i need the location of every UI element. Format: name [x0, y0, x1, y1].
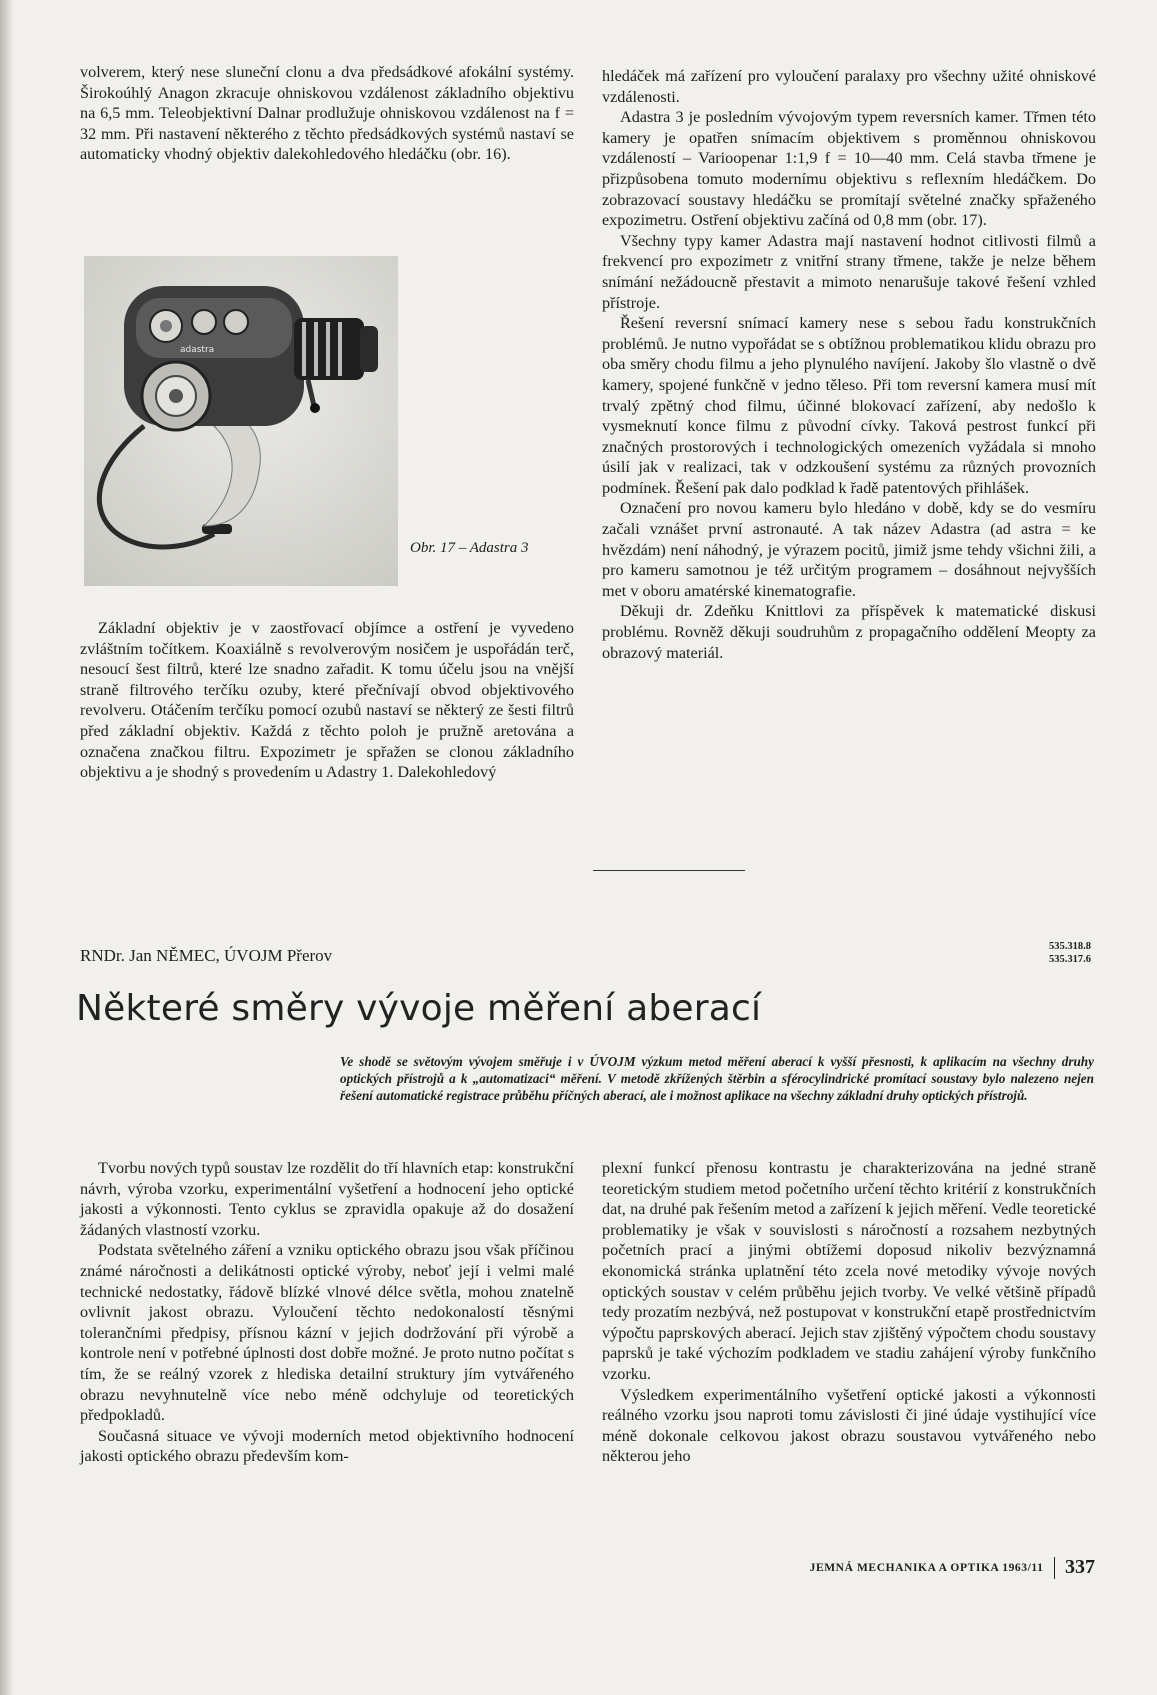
paragraph: Adastra 3 je posledním vývojovým typem reversních kamer. Třmen této kamery je opatřen snímacím objektivem s proměnnou ohniskovou vzdáleností – Varioopenar 1:1,9 f = 10—40 mm. Celá stavba třmene je přizpůsobena tomuto modernímu objektivu s reflexním hledáčkem. Do zobrazovací soustavy hledáčku se promítají světelné značky spřaženého expozimetru. Ostření objektivu začíná od 0,8 mm (obr. 17). — [602, 108, 1096, 230]
paragraph: volverem, který nese sluneční clonu a dva předsádkové afokální systémy. Širokoúhlý Anagon zkracuje ohniskovou vzdálenost základního objektivu na 6,5 mm. Teleobjektivní Dalnar prodlužuje ohniskovou vzdálenost na f = 32 mm. Při nastavení některého z těchto předsádkových systémů nastaví se automaticky vhodný objektiv dalekohledového hledáčku (obr. 16). — [80, 63, 574, 164]
paragraph: Označení pro novou kameru bylo hledáno v době, kdy se do vesmíru začali vznášet první astronauté. A tak název Adastra (ad astra = ke hvězdám) není náhodný, je výrazem pocitů, jimiž jsme tehdy všichni žili, a pro kameru samotnou je též určitým programem – dosáhnout nejvyšších met v oboru amatérské kinematografie. — [602, 499, 1096, 600]
column-top-left — [80, 62, 574, 165]
udc-codes — [1049, 940, 1091, 966]
paragraph: hledáček má zařízení pro vyloučení paralaxy pro všechny užité ohniskové vzdálenosti. — [602, 67, 1096, 106]
article-title: Některé směry vývoje měření aberací — [76, 988, 762, 1029]
udc-code: 535.317.6 — [1049, 954, 1091, 965]
column-bottom-left — [80, 1158, 574, 1467]
paragraph: Tvorbu nových typů soustav lze rozdělit do tří hlavních etap: konstrukční návrh, výroba vzorku, experimentální vyšetření a hodnocení jeho optické jakosti a výkonnosti. Tento cyklus se zpravidla opakuje až do dosažení žádaných vlastností vzorku. — [80, 1159, 574, 1239]
figure-caption: Obr. 17 – Adastra 3 — [410, 540, 529, 556]
column-mid-left — [80, 618, 574, 783]
column-bottom-right — [602, 1158, 1096, 1467]
article-abstract: Ve shodě se světovým vývojem směřuje i v ÚVOJM výzkum metod měření aberací k vyšší přesnosti, k aplikacím na všechny druhy optických přístrojů a k „automatizaci“ měření. V metodě zkřížených štěrbin a sférocylindrické promítací soustavy bylo nalezeno nejen řešení automatické registrace průběhu příčných aberací, ale i možnost aplikace na všechny základní druhy optických přístrojů. — [340, 1054, 1094, 1104]
column-top-right — [602, 66, 1096, 663]
journal-name: JEMNÁ MECHANIKA A OPTIKA 1963/11 — [809, 1561, 1044, 1574]
article-separator — [593, 870, 745, 871]
paragraph: Děkuji dr. Zdeňku Knittlovi za příspěvek k matematické diskusi problému. Rovněž děkuji soudruhům z propagačního oddělení Meopty za obrazový materiál. — [602, 602, 1096, 662]
paragraph: Podstata světelného záření a vzniku optického obrazu jsou však příčinou známé náročnosti a delikátnosti optické výroby, neboť její i velmi malé technické nedostatky, řádově blízké vlnové délce světla, mohou znatelně ovlivnit jakost obrazu. Vyloučení těchto nedokonalostí těsnými tolerančními předpisy, přísnou kázní v jejich dodržování při výrobě a kontrole není v potřebné úplnosti dost dobře možné. Je proto nutno počítat s tím, že se reálný vzorek z hlediska detailní struktury jím vytvářeného obrazu nevyhnutelně více nebo méně odchyluje od teoretických předpokladů. — [80, 1241, 574, 1425]
paragraph: Všechny typy kamer Adastra mají nastavení hodnot citlivosti filmů a frekvencí pro expozimetr z vnitřní strany třmene, takže je nelze během snímání nežádoucně přestavit a mimoto nenarušuje takové řešení vzhled přístroje. — [602, 231, 1096, 312]
camera-illustration — [84, 256, 398, 586]
udc-code: 535.318.8 — [1049, 941, 1091, 952]
paragraph: Základní objektiv je v zaostřovací objímce a ostření je vyvedeno zvláštním točítkem. Koaxiálně s revolverovým nosičem je uspořádán terč, nesoucí šest filtrů, které lze snadno zařadit. K tomu účelu jsou na vnější straně filtrového terčíku ozuby, které přečnívají obvod objektivového revolveru. Otáčením terčíku pomocí ozubů nastaví se některý ze šesti filtrů před základní objektiv. Každá z těchto poloh je pružně aretována a označena značkou filtru. Expozimetr je spřažen se clonou základního objektivu a je shodný s provedením u Adastry 1. Dalekohledový — [80, 619, 574, 782]
author-byline: RNDr. Jan NĚMEC, ÚVOJM Přerov — [80, 946, 333, 965]
paragraph: Řešení reversní snímací kamery nese s sebou řadu konstrukčních problémů. Je nutno vypořádat se s obtížnou problematikou klidu obrazu pro oba směry chodu filmu a jeho plynulého navíjení. Jakoby šlo vlastně o dvě kamery, spojené funkčně v jedno těleso. Při tom reversní kamera musí mít trvalý zpětný chod filmu, účinné blokovací zařízení, aby nedošlo k vysmeknutí konce filmu z původní cívky. Taková pestrost funkcí při značných prostorových i technologických omezeních vyžádala si mnoho úsilí jak v realizaci, tak v odzkoušení systému za různých provozních podmínek. Řešení pak dalo podklad k řadě patentových přihlášek. — [602, 314, 1096, 497]
binding-shadow — [0, 0, 14, 1695]
paragraph: plexní funkcí přenosu kontrastu je charakterizována na jedné straně teoretickým studiem metod početního určení těchto kritérií z konstrukčních dat, na druhé pak řešením metod a zařízení k jejich měření. Vedle teoretické problematiky je však v souvislosti s náročností a rozsahem nezbytných početních prací a jinými obtížemi doposud nikoliv bezvýznamná ekonomická stránka uplatnění této zcela nové metodiky vývoje nových optických soustav v celém průběhu jejich tvorby. Ve velké většině případů tedy prozatím nezbývá, než postupovat v konstrukční etapě prostřednictvím výpočtu paprskových aberací. Jejich stav zjištěný výpočtem chodu soustavy paprsků je také výchozím podkladem ve stadiu zahájení výroby funkčního vzorku. — [602, 1159, 1096, 1383]
footer-divider — [1054, 1557, 1056, 1579]
page-footer — [810, 1556, 1095, 1579]
camera-logo: adastra — [180, 345, 215, 355]
paragraph: Výsledkem experimentálního vyšetření optické jakosti a výkonnosti reálného vzorku jsou naproti tomu závislosti či jiné údaje vystihující více méně dokonale celkovou jakost obrazu soustavou vytvářeného nebo některou jeho — [602, 1385, 1096, 1466]
page-number: 337 — [1065, 1556, 1095, 1578]
camera-photo — [84, 256, 398, 586]
paragraph: Současná situace ve vývoji moderních metod objektivního hodnocení jakosti optického obrazu především kom- — [80, 1426, 574, 1466]
